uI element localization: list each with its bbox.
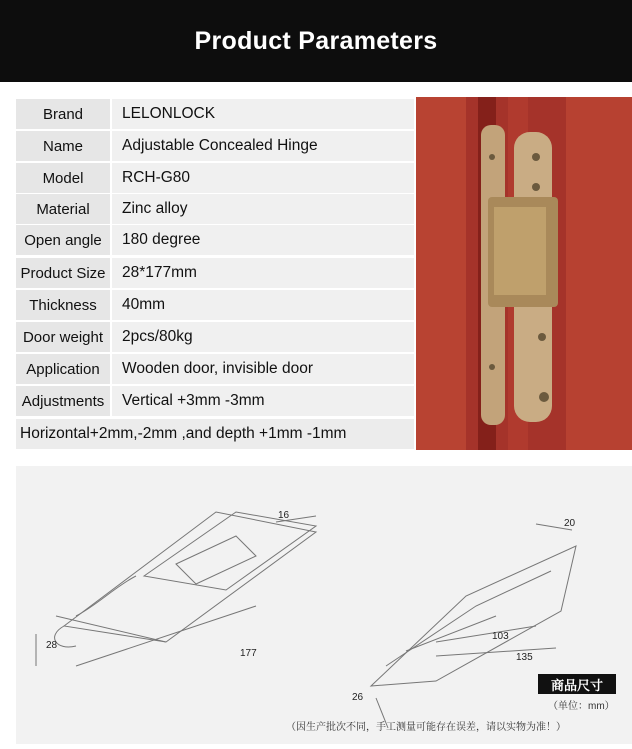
dim-label-16: 16	[278, 510, 290, 521]
param-value: 40mm	[110, 290, 414, 320]
param-row-name	[16, 131, 414, 161]
param-row-product-size	[16, 258, 414, 288]
param-row-adjustments	[16, 386, 414, 416]
param-value: Wooden door, invisible door	[110, 354, 414, 384]
param-value: 28*177mm	[110, 258, 414, 288]
param-label: Open angle	[16, 225, 110, 255]
param-row-application	[16, 354, 414, 384]
param-value: Zinc alloy	[110, 194, 414, 224]
unit-label: （单位：mm）	[548, 701, 615, 712]
dimension-diagram	[16, 466, 632, 744]
dim-label-20: 20	[564, 518, 576, 529]
param-label: Name	[16, 131, 110, 161]
param-label: Thickness	[16, 290, 110, 320]
header-banner	[0, 0, 632, 82]
dim-label-26: 26	[352, 692, 364, 703]
measurement-note: （因生产批次不同，手工测量可能存在误差，请以实物为准！）	[286, 722, 566, 733]
param-row-brand	[16, 99, 414, 129]
hinge-drawing	[16, 466, 632, 744]
dim-label-177: 177	[240, 648, 257, 659]
param-value: LELONLOCK	[110, 99, 414, 129]
param-label: Product Size	[16, 258, 110, 288]
param-row-thickness	[16, 290, 414, 320]
dim-label-135: 135	[516, 652, 533, 663]
param-value: RCH-G80	[110, 163, 414, 193]
param-value: Adjustable Concealed Hinge	[110, 131, 414, 161]
size-badge: 商品尺寸	[538, 674, 616, 694]
param-label: Application	[16, 354, 110, 384]
param-label: Material	[16, 194, 110, 224]
param-value: 2pcs/80kg	[110, 322, 414, 352]
param-value: 180 degree	[110, 225, 414, 255]
parameter-table	[16, 97, 414, 450]
param-row-door-weight	[16, 322, 414, 352]
param-row-adjustments-extra	[16, 419, 414, 449]
param-value-full: Horizontal+2mm,-2mm ,and depth +1mm -1mm	[16, 419, 414, 449]
param-row-material	[16, 194, 414, 224]
param-row-open-angle	[16, 225, 414, 255]
dim-label-28: 28	[46, 640, 58, 651]
product-photo	[416, 97, 632, 450]
param-label: Brand	[16, 99, 110, 129]
dim-label-103: 103	[492, 631, 509, 642]
param-label: Model	[16, 163, 110, 193]
page-title: Product Parameters	[194, 26, 438, 55]
param-label: Adjustments	[16, 386, 110, 416]
param-value: Vertical +3mm -3mm	[110, 386, 414, 416]
param-label: Door weight	[16, 322, 110, 352]
hinge-photo-illustration	[416, 97, 632, 450]
param-row-model	[16, 163, 414, 193]
